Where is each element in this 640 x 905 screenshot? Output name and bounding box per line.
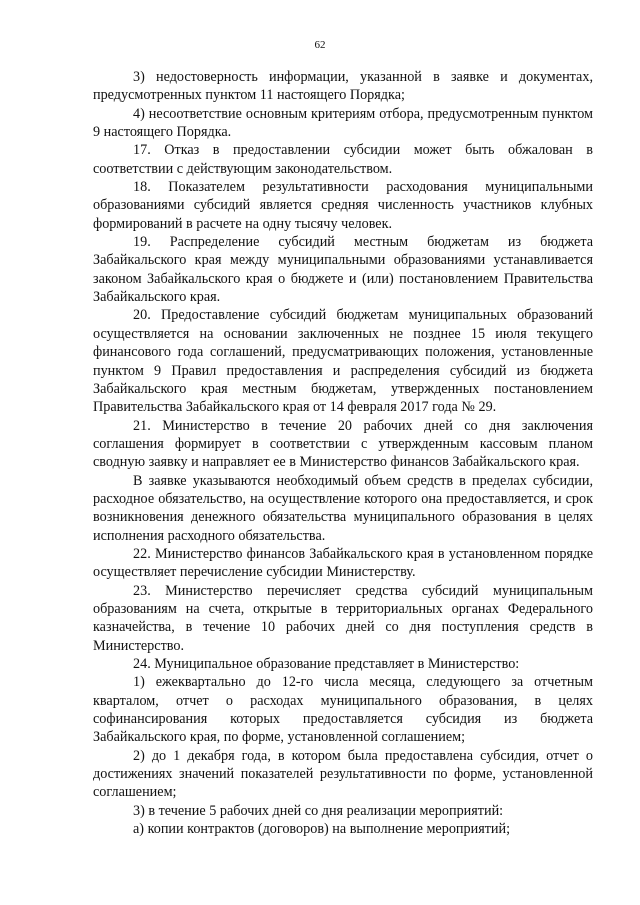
paragraph: 1) ежеквартально до 12-го числа месяца, следующего за отчетным кварталом, отчет о расходах муниципального образования, в целях софинансирования которых предоставляется субсидия из бюджета Забайкальского края, по форме, установленной соглашением;: [93, 674, 593, 746]
paragraph: 22. Министерство финансов Забайкальского края в установленном порядке осуществляет перечисление субсидии Министерству.: [93, 545, 593, 581]
paragraph: 19. Распределение субсидий местным бюджетам из бюджета Забайкальского края между муниципальными образованиями устанавливается законом Забайкальского края о бюджете и (или) постановлением Правительства Забайкальского края.: [93, 234, 593, 306]
paragraph: 24. Муниципальное образование представляет в Министерство:: [133, 656, 520, 672]
paragraph: 4) несоответствие основным критериям отбора, предусмотренным пунктом 9 настоящего Порядка.: [93, 105, 593, 141]
body-text: [93, 68, 593, 838]
paragraph: 17. Отказ в предоставлении субсидии может быть обжалован в соответствии с действующим законодательством.: [93, 142, 593, 177]
paragraph: 23. Министерство перечисляет средства субсидий муниципальным образованиям на счета, открытые в территориальных органах Федерального казначейства, в течение 10 рабочих дней со дня поступления средств в Министерство.: [93, 582, 593, 654]
paragraph: 21. Министерство в течение 20 рабочих дней со дня заключения соглашения формирует в соответствии с утвержденным кассовым планом сводную заявку и направляет ее в Министерство финансов Забайкальского края.: [93, 417, 593, 471]
paragraph: 18. Показателем результативности расходования муниципальными образованиями субсидий является средняя численность участников клубных формирований в расчете на одну тысячу человек.: [93, 179, 593, 232]
paragraph: 2) до 1 декабря года, в котором была предоставлена субсидия, отчет о достижениях значений показателей результативности по форме, установленной соглашением;: [93, 747, 593, 801]
paragraph: а) копии контрактов (договоров) на выполнение мероприятий;: [133, 821, 511, 838]
page-number: 62: [314, 39, 326, 51]
paragraph: 3) недостоверность информации, указанной в заявке и документах, предусмотренных пунктом 11 настоящего Порядка;: [93, 69, 593, 104]
paragraph: 3) в течение 5 рабочих дней со дня реализации мероприятий:: [133, 802, 504, 819]
paragraph: 20. Предоставление субсидий бюджетам муниципальных образований осуществляется на основании заключенных не позднее 15 июля текущего финансового года соглашений, предусматривающих положения, установленные пунктом 9 Правил предоставления и распределения субсидий из бюджета Забайкальского края местным бюджетам, утвержденных постановлением Правительства Забайкальского края от 14 февраля 2017 года № 29.: [93, 307, 593, 416]
paragraph: В заявке указываются необходимый объем средств в пределах субсидии, расходное обязательство, на осуществление которого она предоставляется, и срок возникновения денежного обязательства муниципального образования в целях исполнения расходного обязательства.: [93, 472, 593, 544]
